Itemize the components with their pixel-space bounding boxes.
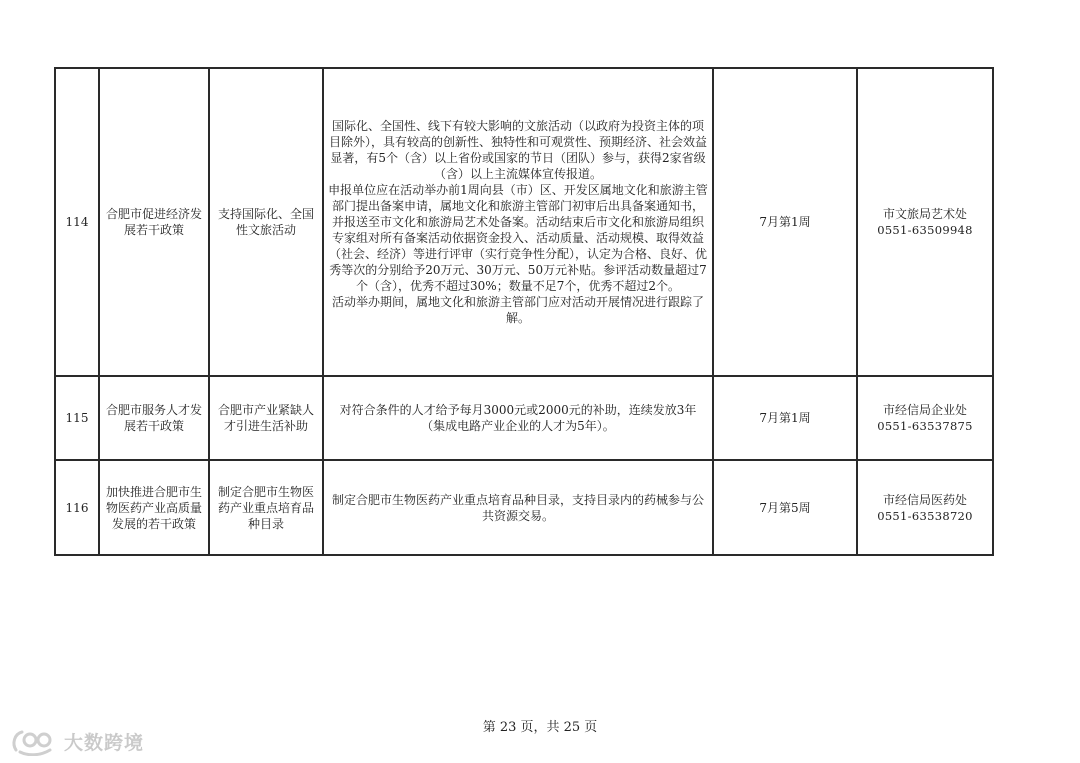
policy-name: 合肥市促进经济发展若干政策 [99, 68, 209, 376]
contact-department: 市文旅局艺术处 [882, 207, 967, 221]
content-paragraph: 申报单位应在活动举办前1周向县（市）区、开发区属地文化和旅游主管部门提出备案申请，属地文化和旅游主管部门初审后出具备案通知书，并报送至市文化和旅游局艺术处备案。活动结束后市文化和旅游局组织专家组对所有备案活动依据资金投入、活动质量、活动规模、取得效益（社会、经济）等进行评审（实行竞争性分配），认定为合格、良好、优秀等次的分别给予20万元、30万元、50万元补贴。参评活动数量超过7个（含），优秀不超过30%；数量不足7个，优秀不超过2个。 [328, 183, 708, 293]
policy-table [54, 67, 994, 556]
policy-content [323, 68, 713, 376]
policy-content [323, 460, 713, 555]
contact-cell [857, 460, 993, 555]
policy-item: 合肥市产业紧缺人才引进生活补助 [209, 376, 323, 460]
content-paragraph: 活动举办期间，属地文化和旅游主管部门应对活动开展情况进行跟踪了解。 [331, 295, 704, 325]
schedule-time: 7月第5周 [713, 460, 857, 555]
table-row [55, 68, 993, 376]
content-paragraph: 对符合条件的人才给予每月3000元或2000元的补助，连续发放3年（集成电路产业企业的人才为5年）。 [339, 403, 697, 433]
schedule-time: 7月第1周 [713, 68, 857, 376]
page-number: 第 23 页，共 25 页 [482, 720, 598, 735]
contact-cell [857, 68, 993, 376]
contact-phone: 0551-63537875 [877, 419, 973, 433]
watermark-text: 大数跨境 [64, 731, 145, 754]
watermark-logo-icon [10, 726, 58, 756]
policy-content [323, 376, 713, 460]
schedule-time: 7月第1周 [713, 376, 857, 460]
watermark [10, 724, 144, 758]
content-paragraph: 国际化、全国性、线下有较大影响的文旅活动（以政府为投资主体的项目除外），具有较高的创新性、独特性和可观赏性、预期经济、社会效益显著，有5个（含）以上省份或国家的节日（团队）参与，获得2家省级（含）以上主流媒体宣传报道。 [328, 119, 707, 181]
contact-department: 市经信局企业处 [882, 403, 967, 417]
contact-phone: 0551-63538720 [877, 508, 973, 523]
policy-item: 制定合肥市生物医药产业重点培育品种目录 [209, 460, 323, 555]
contact-cell [857, 376, 993, 460]
policy-item: 支持国际化、全国性文旅活动 [209, 68, 323, 376]
contact-department: 市经信局医药处 [882, 492, 967, 507]
row-number: 115 [55, 376, 99, 460]
row-number: 114 [55, 68, 99, 376]
table-row [55, 460, 993, 555]
table-row [55, 376, 993, 460]
policy-name: 加快推进合肥市生物医药产业高质量发展的若干政策 [99, 460, 209, 555]
content-paragraph: 制定合肥市生物医药产业重点培育品种目录，支持目录内的药械参与公共资源交易。 [331, 492, 704, 523]
contact-phone: 0551-63509948 [877, 223, 973, 237]
policy-name: 合肥市服务人才发展若干政策 [99, 376, 209, 460]
row-number: 116 [55, 460, 99, 555]
